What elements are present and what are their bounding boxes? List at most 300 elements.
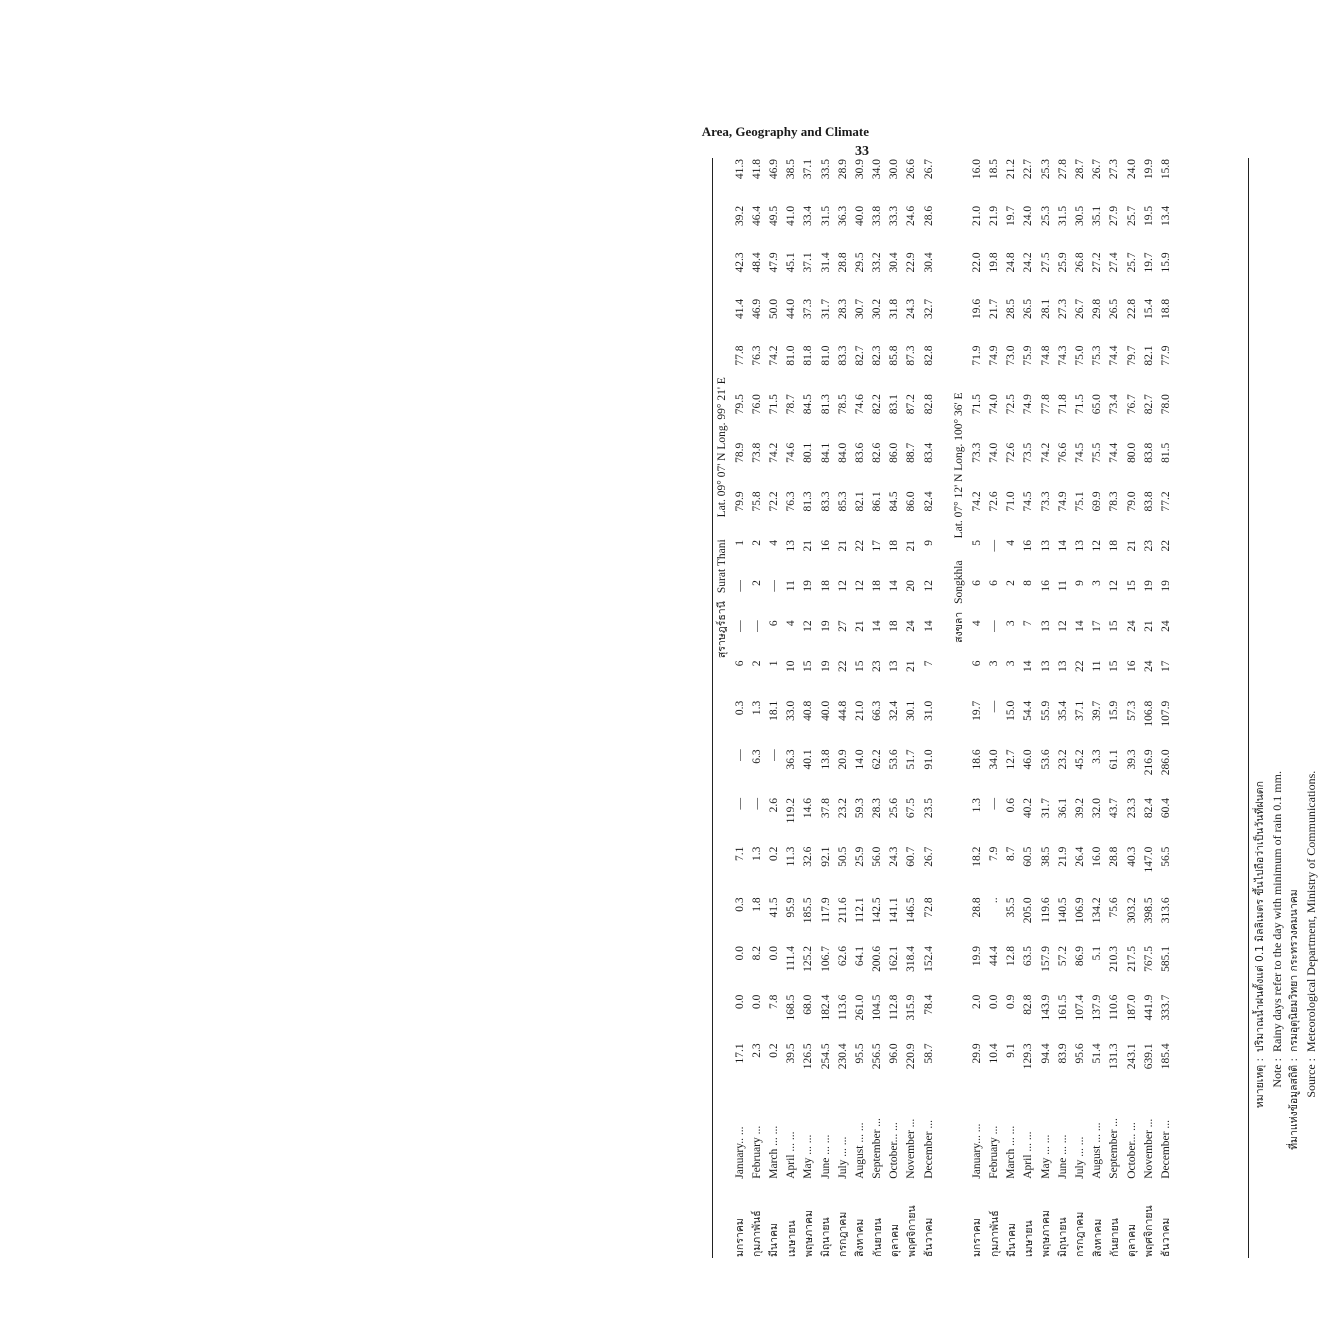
data-cell: 78.0 [1159,394,1172,415]
data-cell: 243.1 [1125,1043,1138,1070]
page-header-title: Area, Geography and Climate [701,124,869,139]
data-cell: — [988,620,1001,632]
data-cell: 26.4 [1073,846,1086,867]
data-cell: 21 [853,620,866,632]
data-cell: 82.6 [871,442,884,463]
data-cell: 19.5 [1142,205,1155,227]
data-cell: 27.5 [1039,252,1052,273]
data-cell: 6 [767,620,780,627]
data-cell: 1.3 [750,846,763,861]
data-cell: 72.2 [767,491,780,512]
table-row [800,158,817,1258]
data-cell: 256.5 [871,1043,884,1070]
data-cell: 78.9 [733,442,746,463]
data-cell: 13 [785,540,798,552]
data-cell: 21 [905,540,918,552]
note-text: Meteorological Department, Ministry of Communications. [1304,770,1318,1052]
data-cell: 15.9 [1108,700,1121,721]
month-thai: มกราคม [971,1218,984,1257]
data-cell: 32.0 [1091,797,1104,819]
data-cell: 12 [802,620,815,632]
data-cell: 200.6 [871,946,884,972]
data-cell: 31.5 [1056,205,1069,227]
month-name: July ... ... [836,1136,849,1179]
data-cell: 91.0 [922,749,935,770]
table-row [903,158,920,1258]
data-cell: 86.0 [888,442,901,463]
data-cell: 112.1 [853,897,866,923]
data-cell: 33.8 [871,205,884,227]
data-cell: 39.3 [1125,749,1138,770]
data-cell: 107.9 [1159,700,1172,727]
data-cell: 69.9 [1091,491,1104,512]
data-cell: 125.2 [802,946,815,972]
data-cell: 25.3 [1039,205,1052,227]
note-row [1252,168,1269,1228]
data-cell: 16.0 [1091,846,1104,867]
note-text: กรมอุตุนิยมวิทยา กระทรวงคมนาคม [1288,889,1300,1052]
data-cell: 11 [1091,660,1104,672]
data-cell: 112.8 [888,994,901,1021]
data-cell: 67.5 [905,797,918,819]
data-cell: 32.4 [888,700,901,721]
data-cell: 1.3 [750,700,763,716]
data-cell: 28.1 [1039,298,1052,320]
data-cell: 30.5 [1073,205,1086,227]
data-cell: 58.7 [922,1043,935,1064]
data-cell: 13 [1056,660,1069,673]
data-cell: 30.2 [871,298,884,320]
month-thai: สิงหาคม [854,1218,867,1257]
data-cell: 77.9 [1159,345,1172,366]
station-coordinates: Lat. 09° 07' N Long. 99° 21' E [716,377,728,518]
month-thai: ตุลาคม [888,1223,901,1257]
note-label: Note : [1270,1058,1284,1088]
data-cell: 19.6 [970,298,983,320]
data-cell: 12 [1108,580,1121,592]
data-cell: 81.0 [819,345,832,366]
month-name: March ... ... [767,1125,780,1179]
data-cell: 0.3 [733,700,746,716]
data-cell: 12.7 [1005,749,1018,770]
month-name: October... ... [1125,1122,1138,1179]
data-cell: 53.6 [1039,749,1052,770]
data-cell: 74.9 [1022,394,1035,415]
data-cell: 82.1 [853,491,866,512]
data-cell: 1.3 [970,797,983,813]
data-cell: 28.9 [836,159,849,180]
data-cell: 55.9 [1039,700,1052,721]
data-cell: 4 [1005,540,1018,546]
data-cell: 18 [871,580,884,592]
data-cell: 27.4 [1108,252,1121,273]
data-cell: 24 [1159,620,1172,632]
data-cell: 86.9 [1073,946,1086,967]
data-cell: 28.6 [922,205,935,227]
data-cell: 28.8 [970,897,983,918]
data-cell: 22 [836,660,849,673]
data-cell: 18 [819,580,832,592]
data-cell: 8 [1022,580,1035,586]
data-cell: 75.3 [1091,345,1104,366]
data-cell: 19 [1142,580,1155,592]
data-cell: 27 [836,620,849,632]
table-row [1020,158,1037,1258]
data-cell: 44.8 [836,700,849,721]
data-cell: — [750,620,763,632]
data-cell: 15 [853,660,866,673]
data-cell: 60.7 [905,846,918,867]
data-cell: 313.6 [1159,897,1172,924]
data-cell: 441.9 [1142,994,1155,1021]
data-cell: 18.8 [1159,298,1172,320]
data-cell: 211.6 [836,897,849,923]
data-cell: 31.0 [922,700,935,721]
climate-table [712,158,1175,1258]
data-cell: 119.6 [1039,897,1052,923]
data-cell: 24.0 [1022,205,1035,227]
data-cell: 16 [1022,540,1035,552]
data-cell: 106.8 [1142,700,1155,727]
data-cell: 6 [970,660,983,667]
month-thai: กันยายน [871,1218,884,1257]
data-cell: 17 [1159,660,1172,673]
data-cell: 13.8 [819,749,832,770]
data-cell: 117.9 [819,897,832,923]
table-row [1071,158,1088,1258]
table-row [851,158,868,1258]
data-cell: 24 [905,620,918,632]
data-cell: 19 [819,620,832,632]
month-thai: สิงหาคม [1091,1218,1104,1257]
data-cell: 157.9 [1039,946,1052,972]
data-cell: 129.3 [1022,1043,1035,1070]
data-cell: 22 [1073,660,1086,673]
month-thai: กุมภาพันธ์ [988,1210,1001,1257]
data-cell: 19.9 [970,946,983,967]
data-cell: 82.8 [922,345,935,366]
data-cell: 22.7 [1022,159,1035,180]
data-cell: 18.5 [988,159,1001,180]
data-cell: 0.2 [767,1043,780,1058]
data-cell: 76.7 [1125,394,1138,415]
data-cell: 31.5 [819,205,832,227]
data-cell: 0.0 [733,994,746,1010]
data-cell: 77.2 [1159,491,1172,512]
data-cell: 210.3 [1108,946,1121,972]
data-cell: 83.3 [819,491,832,512]
data-cell: 21.9 [988,205,1001,227]
data-cell: 86.1 [871,491,884,512]
data-cell: 71.0 [1005,491,1018,512]
table-top-rule [712,158,713,1258]
data-cell: 187.0 [1125,994,1138,1021]
table-row [1089,158,1106,1258]
data-cell: 75.9 [1022,345,1035,366]
data-cell: 26.7 [922,159,935,180]
data-cell: 21.0 [853,700,866,721]
data-cell: 14 [1056,540,1069,552]
data-cell: 7 [922,660,935,667]
data-cell: 152.4 [922,946,935,972]
data-cell: 75.6 [1108,897,1121,918]
data-cell: 147.0 [1142,846,1155,873]
data-cell: 54.4 [1022,700,1035,721]
data-cell: 35.4 [1056,700,1069,721]
table-row [886,158,903,1258]
station-name-thai: สงขลา [953,611,966,643]
data-cell: 19 [1159,580,1172,592]
month-name: October... ... [888,1122,901,1179]
month-thai: มกราคม [734,1218,747,1257]
data-cell: 83.8 [1142,491,1155,512]
data-cell: 74.0 [988,442,1001,463]
data-cell: 82.3 [871,345,884,366]
data-cell: 43.7 [1108,797,1121,819]
data-cell: 24.3 [905,298,918,320]
data-cell: 0.6 [1005,797,1018,813]
month-name: November ... [905,1118,918,1179]
data-cell: 37.3 [802,298,815,320]
data-cell: 2.6 [767,797,780,813]
data-cell: 39.5 [785,1043,798,1064]
data-cell: 71.9 [970,345,983,366]
data-cell: 87.3 [905,345,918,366]
data-cell: 71.5 [970,394,983,415]
data-cell: 5.1 [1091,946,1104,961]
data-cell: 41.8 [750,159,763,180]
table-body [712,158,1175,1258]
data-cell: 26.5 [1108,298,1121,320]
data-cell: 40.1 [802,749,815,770]
data-cell: 46.0 [1022,749,1035,770]
month-name: July ... ... [1073,1136,1086,1179]
data-cell: 71.8 [1056,394,1069,415]
data-cell: 35.1 [1091,205,1104,227]
data-cell: 22 [853,540,866,552]
data-cell: 17.1 [733,1043,746,1064]
data-cell: 12.8 [1005,946,1018,967]
data-cell: 4 [970,620,983,627]
data-cell: 73.4 [1108,394,1121,415]
data-cell: 23.5 [922,797,935,819]
data-cell: 13.4 [1159,205,1172,227]
data-cell: 9 [922,540,935,546]
data-cell: 19.7 [1142,252,1155,273]
data-cell: 44.0 [785,298,798,320]
table-row [1037,158,1054,1258]
data-cell: 19 [802,580,815,592]
station-name: Songkhla [953,560,966,604]
note-label: หมายเหตุ : [1254,1058,1266,1109]
data-cell: 21 [1125,540,1138,552]
station-header [949,158,968,896]
data-cell: 767.5 [1142,946,1155,972]
data-cell: 82.4 [922,491,935,512]
data-cell: 24.3 [888,846,901,867]
data-cell: 84.0 [836,442,849,463]
data-cell: 0.9 [1005,994,1018,1010]
data-cell: 73.3 [970,442,983,463]
data-cell: 3 [1005,620,1018,627]
data-cell: 12 [836,580,849,592]
data-cell: 25.9 [853,846,866,867]
table-row [765,158,782,1258]
data-cell: — [988,700,1001,713]
data-cell: 220.9 [905,1043,918,1070]
data-cell: 23.3 [1125,797,1138,819]
data-cell: 16 [819,540,832,552]
data-cell: 85.8 [888,345,901,366]
data-cell: 84.5 [888,491,901,512]
data-cell: 13 [888,660,901,673]
data-cell: 74.2 [1039,442,1052,463]
page-header [702,124,869,160]
data-cell: 0.0 [733,946,746,961]
data-cell: 15 [1108,620,1121,632]
data-cell: 18.6 [970,749,983,770]
data-cell: 44.4 [988,946,1001,967]
data-cell: 72.6 [988,491,1001,512]
data-cell: 79.0 [1125,491,1138,512]
data-cell: 51.4 [1091,1043,1104,1064]
table-row [1106,158,1123,1258]
data-cell: 75.1 [1073,491,1086,512]
table-row [1140,158,1157,1258]
data-cell: 3 [1005,660,1018,667]
note-label: Source : [1304,1058,1318,1098]
data-cell: 14 [922,620,935,632]
data-cell: 81.3 [802,491,815,512]
month-name: April ... ... [785,1131,798,1179]
data-cell: 71.5 [1073,394,1086,415]
data-cell: 74.2 [767,442,780,463]
data-cell: 68.0 [802,994,815,1015]
data-cell: 6 [733,660,746,667]
data-cell: 77.8 [733,345,746,366]
data-cell: 25.3 [1039,159,1052,180]
data-cell: 27.9 [1108,205,1121,227]
data-cell: — [988,540,1001,552]
data-cell: 83.3 [836,345,849,366]
data-cell: 40.2 [1022,797,1035,819]
data-cell: 40.8 [802,700,815,721]
data-cell: 585.1 [1159,946,1172,972]
data-cell: 76.3 [785,491,798,512]
month-name: September ... [1108,1118,1121,1179]
data-cell: 134.2 [1091,897,1104,924]
month-thai: มิถุนายน [1057,1217,1070,1257]
data-cell: 82.8 [1022,994,1035,1015]
data-cell: 57.3 [1125,700,1138,721]
data-cell: 74.4 [1108,442,1121,463]
data-cell: 51.7 [905,749,918,770]
table-row [985,158,1002,1258]
data-cell: 6 [988,580,1001,586]
data-cell: 29.5 [853,252,866,273]
data-cell: 74.9 [988,345,1001,366]
data-cell: 81.3 [819,394,832,415]
month-thai: กรกฎาคม [1074,1211,1087,1257]
data-cell: 22 [1159,540,1172,552]
data-cell: 74.6 [785,442,798,463]
data-cell: 25.9 [1056,252,1069,273]
data-cell: 162.1 [888,946,901,972]
data-cell: 60.4 [1159,797,1172,819]
data-cell: 74.8 [1039,345,1052,366]
data-cell: 83.8 [1142,442,1155,463]
month-name: September ... [871,1118,884,1179]
data-cell: 37.1 [802,159,815,180]
data-cell: 12 [1091,540,1104,552]
data-cell: 28.3 [871,797,884,819]
data-cell: 20.9 [836,749,849,770]
data-cell: 45.1 [785,252,798,273]
data-cell: 216.9 [1142,749,1155,776]
data-cell: 77.8 [1039,394,1052,415]
data-cell: 31.7 [1039,797,1052,819]
table-row [1003,158,1020,1258]
data-cell: 27.2 [1091,252,1104,273]
data-cell: 78.5 [836,394,849,415]
data-cell: 185.4 [1159,1043,1172,1070]
station-gap [937,158,949,1258]
month-thai: มิถุนายน [820,1217,833,1257]
data-cell: 38.5 [785,159,798,180]
data-cell: 34.0 [871,159,884,180]
data-cell: 29.8 [1091,298,1104,320]
month-name: May ... ... [1039,1134,1052,1179]
data-cell: — [767,749,780,761]
data-cell: — [733,580,746,592]
data-cell: 13 [1039,660,1052,673]
data-cell: 95.5 [853,1043,866,1064]
data-cell: 21 [1142,620,1155,632]
data-cell: 106.9 [1073,897,1086,924]
data-cell: 24.2 [1022,252,1035,273]
data-cell: 48.4 [750,252,763,273]
station-name: Surat Thani [716,539,728,594]
data-cell: 398.5 [1142,897,1155,924]
data-cell: 40.3 [1125,846,1138,867]
data-cell: 21 [905,660,918,673]
note-row [1286,168,1303,1228]
note-text: Rainy days refer to the day with minimum of rain 0.1 mm. [1270,771,1284,1052]
data-cell: 113.6 [836,994,849,1021]
data-cell: 24.8 [1005,252,1018,273]
data-cell: 78.7 [785,394,798,415]
data-cell: 168.5 [785,994,798,1021]
month-thai: กรกฎาคม [837,1211,850,1257]
data-cell: 3 [1091,580,1104,586]
data-cell: 37.8 [819,797,832,819]
data-cell: 205.0 [1022,897,1035,924]
data-cell: 14 [1073,620,1086,632]
data-cell: 18 [888,540,901,552]
table-row [748,158,765,1258]
data-cell: 161.5 [1056,994,1069,1021]
data-cell: 19.9 [1142,159,1155,180]
data-cell: 28.5 [1005,298,1018,320]
note-row [1303,168,1320,1228]
data-cell: — [988,797,1001,810]
data-cell: 74.0 [988,394,1001,415]
data-cell: 50.5 [836,846,849,867]
note-label: ที่มาแห่งข้อมูลสถิติ : [1288,1058,1300,1150]
data-cell: 56.5 [1159,846,1172,867]
table-row [731,158,748,1258]
month-name: December ... [922,1120,935,1179]
